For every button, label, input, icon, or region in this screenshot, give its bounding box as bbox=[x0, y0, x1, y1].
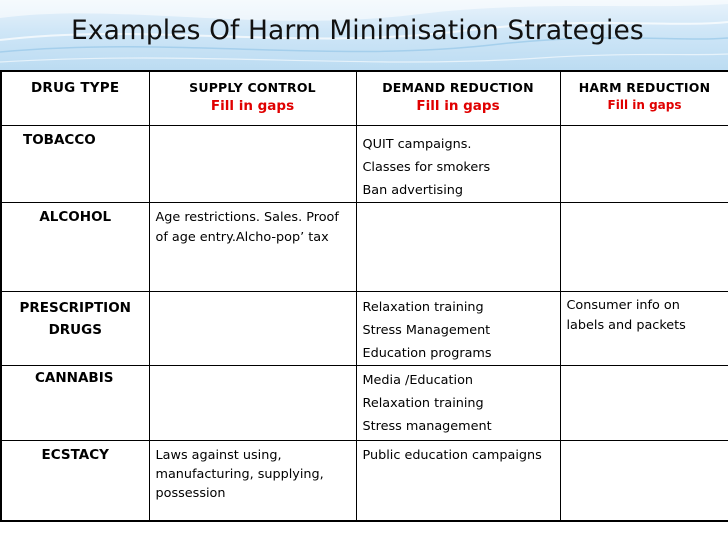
strategies-table bbox=[0, 70, 728, 522]
demand-item: Education programs bbox=[362, 345, 492, 361]
demand-cell bbox=[356, 125, 560, 202]
drug-name: TOBACCO bbox=[23, 131, 96, 148]
header-harm-reduction bbox=[560, 71, 728, 125]
table-row bbox=[1, 202, 728, 291]
table-row bbox=[1, 440, 728, 521]
header-hint: Fill in gaps bbox=[607, 98, 682, 112]
drug-type-cell bbox=[1, 440, 149, 521]
drug-type-cell bbox=[1, 291, 149, 365]
supply-cell bbox=[149, 125, 356, 202]
supply-cell: Laws against using, manufacturing, supplying, possession bbox=[149, 440, 356, 521]
drug-type-cell bbox=[1, 125, 149, 202]
harm-cell bbox=[560, 365, 728, 440]
demand-item: Stress Management bbox=[362, 322, 491, 338]
supply-cell: Age restrictions. Sales. Proof of age entry.Alcho-pop’ tax bbox=[149, 202, 356, 291]
harm-cell bbox=[560, 440, 728, 521]
header-label: SUPPLY CONTROL bbox=[189, 80, 316, 95]
table-row bbox=[1, 125, 728, 202]
demand-cell bbox=[356, 291, 560, 365]
header-drug-type bbox=[1, 71, 149, 125]
header-supply-control bbox=[149, 71, 356, 125]
title-banner bbox=[0, 0, 728, 70]
demand-item: Media /Education bbox=[362, 372, 474, 388]
harm-cell bbox=[560, 125, 728, 202]
drug-name: ALCOHOL bbox=[39, 208, 112, 225]
supply-cell bbox=[149, 291, 356, 365]
header-label: DRUG TYPE bbox=[31, 80, 120, 96]
slide-title: Examples Of Harm Minimisation Strategies bbox=[71, 15, 644, 46]
demand-item: Stress management bbox=[362, 418, 492, 434]
header-label: DEMAND REDUCTION bbox=[382, 80, 534, 95]
demand-item: Relaxation training bbox=[362, 299, 484, 315]
drug-type-cell bbox=[1, 202, 149, 291]
drug-name: PRESCRIPTION DRUGS bbox=[19, 299, 131, 338]
table-row bbox=[1, 365, 728, 440]
drug-name: CANNABIS bbox=[35, 369, 114, 386]
header-label: HARM REDUCTION bbox=[578, 80, 711, 95]
demand-item: Public education campaigns bbox=[362, 447, 542, 463]
header-row bbox=[1, 71, 728, 125]
table-row bbox=[1, 291, 728, 365]
demand-cell bbox=[356, 202, 560, 291]
demand-cell bbox=[356, 440, 560, 521]
drug-name: ECSTACY bbox=[41, 446, 109, 463]
drug-type-cell bbox=[1, 365, 149, 440]
harm-cell: Consumer info on labels and packets bbox=[560, 291, 728, 365]
demand-item: Ban advertising bbox=[362, 182, 464, 198]
header-hint: Fill in gaps bbox=[210, 98, 295, 114]
header-hint: Fill in gaps bbox=[416, 98, 500, 114]
demand-item: QUIT campaigns. bbox=[362, 136, 472, 152]
demand-cell bbox=[356, 365, 560, 440]
header-demand-reduction bbox=[356, 71, 560, 125]
supply-cell bbox=[149, 365, 356, 440]
demand-item: Relaxation training bbox=[362, 395, 484, 411]
harm-cell bbox=[560, 202, 728, 291]
demand-item: Classes for smokers bbox=[362, 159, 491, 175]
